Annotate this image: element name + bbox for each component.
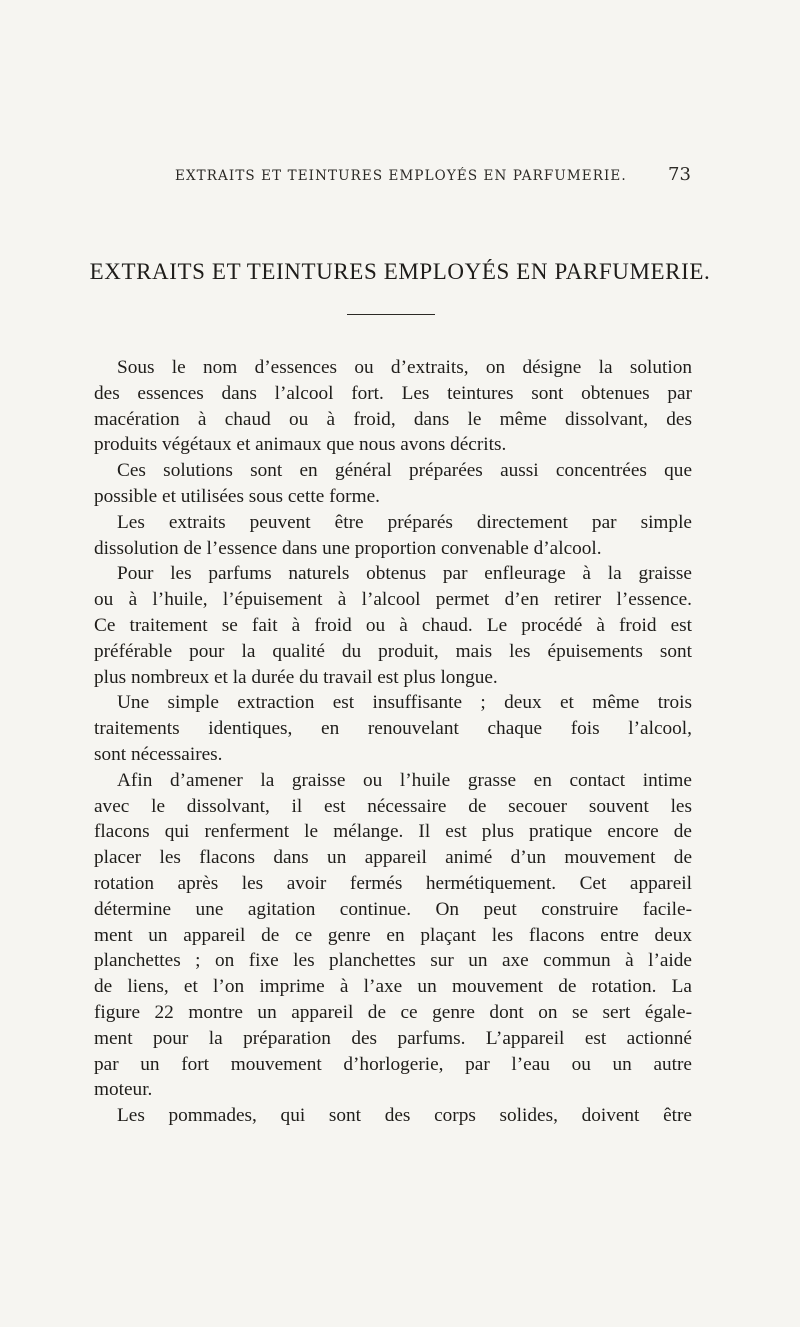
text-line: ou à l’huile, l’épuisement à l’alcool permet d’en retirer l’essence.: [94, 589, 692, 611]
text-line: Sous le nom d’essences ou d’extraits, on désigne la solution: [117, 357, 692, 378]
text-line: Ce traitement se fait à froid ou à chaud. Le procédé à froid est: [94, 614, 692, 636]
text-line: par un fort mouvement d’horlogerie, par l’eau ou un autre: [94, 1053, 692, 1075]
text-line: placer les flacons dans un appareil animé d’un mouvement de: [94, 847, 692, 869]
running-header: EXTRAITS ET TEINTURES EMPLOYÉS EN PARFUMERIE.: [175, 168, 627, 184]
paragraph: [94, 768, 692, 1103]
text-line: moteur.: [94, 1079, 153, 1101]
paragraph: [94, 1103, 692, 1129]
text-line: ment pour la préparation des parfums. L’appareil est actionné: [94, 1027, 692, 1049]
text-line: dissolution de l’essence dans une proportion convenable d’alcool.: [94, 537, 602, 559]
body-text: [94, 355, 692, 1129]
text-line: rotation après les avoir fermés hermétiquement. Cet appareil: [94, 872, 692, 894]
title-rule: [347, 314, 435, 315]
text-line: Ces solutions sont en général préparées aussi concentrées que: [117, 460, 692, 482]
text-line: détermine une agitation continue. On peut construire facile-: [94, 898, 692, 920]
text-line: produits végétaux et animaux que nous avons décrits.: [94, 434, 507, 456]
text-line: macération à chaud ou à froid, dans le même dissolvant, des: [94, 408, 692, 430]
chapter-title: EXTRAITS ET TEINTURES EMPLOYÉS EN PARFUMERIE.: [89, 259, 711, 284]
text-line: plus nombreux et la durée du travail est plus longue.: [94, 666, 498, 688]
text-line: de liens, et l’on imprime à l’axe un mouvement de rotation. La: [94, 976, 692, 998]
text-line: figure 22 montre un appareil de ce genre dont on se sert égale-: [94, 1001, 692, 1023]
paragraph: [94, 355, 692, 458]
page-number: 73: [668, 164, 691, 185]
text-line: Afin d’amener la graisse ou l’huile grasse en contact intime: [117, 769, 692, 791]
text-line: Une simple extraction est insuffisante ; deux et même trois: [117, 692, 692, 714]
text-line: flacons qui renferment le mélange. Il est plus pratique encore de: [94, 821, 692, 843]
text-line: Pour les parfums naturels obtenus par enfleurage à la graisse: [117, 563, 692, 585]
text-line: préférable pour la qualité du produit, mais les épuisements sont: [94, 640, 692, 662]
text-line: traitements identiques, en renouvelant chaque fois l’alcool,: [94, 718, 692, 740]
paragraph: [94, 510, 692, 562]
paragraph: [94, 561, 692, 690]
text-line: sont nécessaires.: [94, 743, 223, 765]
text-line: ment un appareil de ce genre en plaçant les flacons entre deux: [94, 924, 692, 946]
text-line: des essences dans l’alcool fort. Les teintures sont obtenues par: [94, 382, 692, 404]
paragraph: [94, 458, 692, 510]
text-line: avec le dissolvant, il est nécessaire de secouer souvent les: [94, 795, 692, 817]
text-line: planchettes ; on fixe les planchettes sur un axe commun à l’aide: [94, 950, 692, 972]
text-line: possible et utilisées sous cette forme.: [94, 485, 380, 507]
text-line: Les pommades, qui sont des corps solides, doivent être: [117, 1105, 692, 1127]
text-line: Les extraits peuvent être préparés directement par simple: [117, 511, 692, 533]
paragraph: [94, 690, 692, 767]
